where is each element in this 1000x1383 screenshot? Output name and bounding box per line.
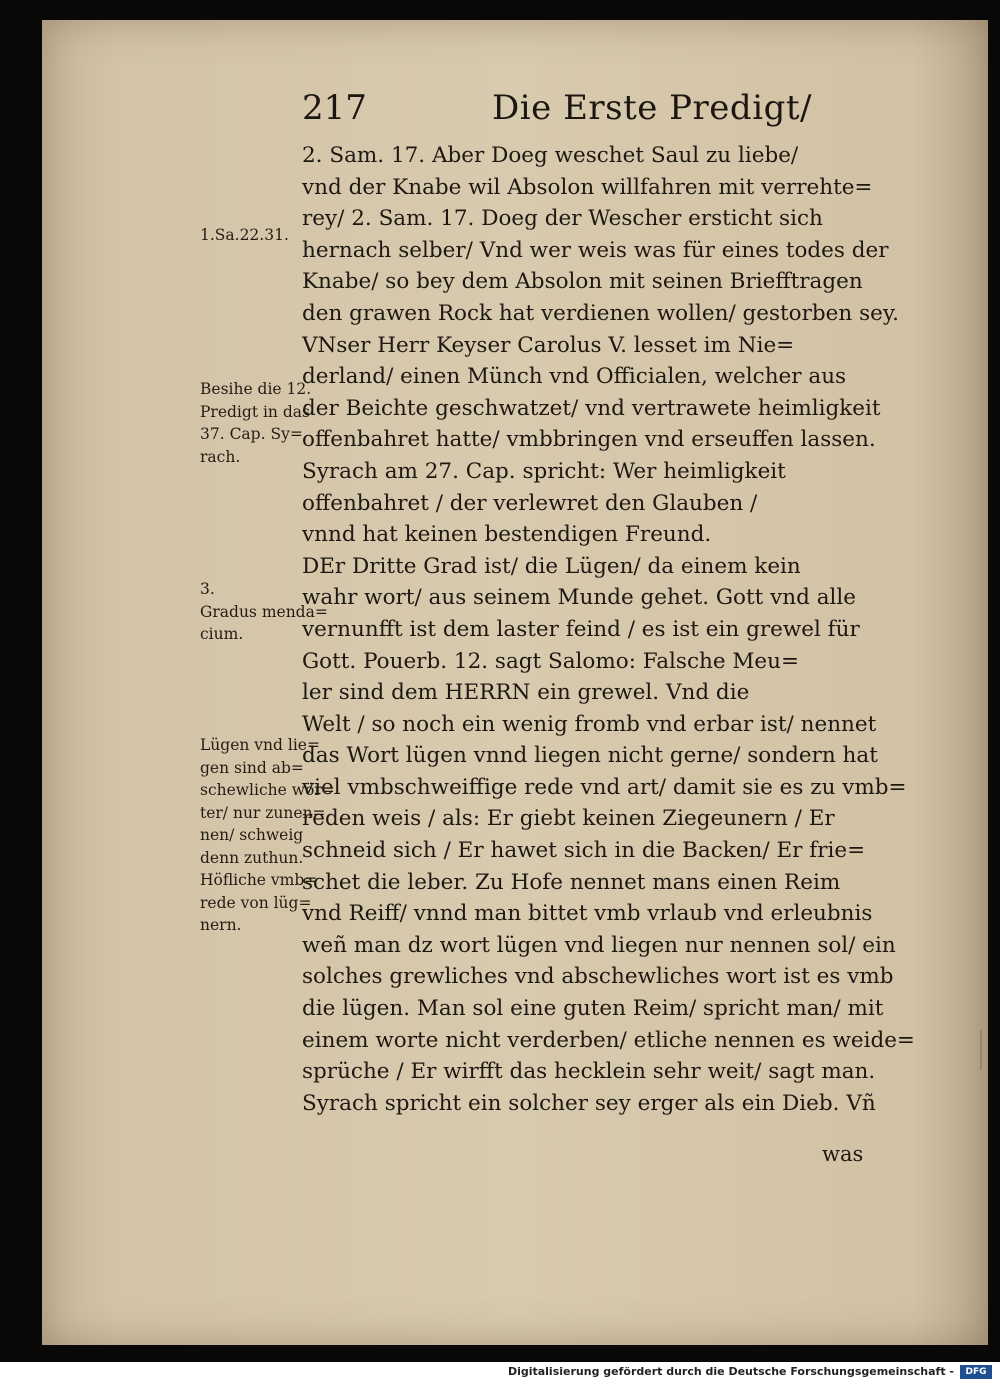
text-line: den grawen Rock hat verdienen wollen/ gestorben sey. xyxy=(302,300,899,326)
dfg-logo: DFG xyxy=(960,1365,992,1379)
page-edge-mark xyxy=(980,1030,982,1070)
margin-note-line: ter/ nur zunen= xyxy=(200,803,326,822)
margin-note-line: Predigt in das xyxy=(200,402,310,421)
text-line: vnd der Knabe wil Absolon willfahren mit verrehte= xyxy=(302,174,873,200)
text-line: der Beichte geschwatzet/ vnd vertrawete heimligkeit xyxy=(302,395,881,421)
text-line: Syrach spricht ein solcher sey erger als ein Dieb. Vñ xyxy=(302,1090,876,1116)
text-line: DEr Dritte Grad ist/ die Lügen/ da einem kein xyxy=(302,553,801,579)
text-line: offenbahret hatte/ vmbbringen vnd erseuffen lassen. xyxy=(302,427,876,453)
margin-note-line: Gradus menda= xyxy=(200,602,328,621)
margin-note-gradus xyxy=(200,578,328,646)
text-line: wahr wort/ aus seinem Munde gehet. Gott vnd alle xyxy=(302,585,856,611)
page-header xyxy=(302,82,952,132)
text-line: 2. Sam. 17. Aber Doeg weschet Saul zu liebe/ xyxy=(302,143,799,168)
margin-note-line: gen sind ab= xyxy=(200,758,304,777)
text-line: schet die leber. Zu Hofe nennet mans einen Reim xyxy=(302,869,841,895)
margin-note-line: nern. xyxy=(200,916,242,934)
margin-note-line: Lügen vnd lie= xyxy=(200,736,320,754)
margin-note-line: schewliche wör= xyxy=(200,781,335,799)
footer-bar xyxy=(0,1362,1000,1383)
text-line: vnnd hat keinen bestendigen Freund. xyxy=(302,522,712,548)
text-line: weñ man dz wort lügen vnd liegen nur nennen sol/ ein xyxy=(302,932,896,958)
margin-note-line: denn zuthun. xyxy=(200,848,304,867)
running-title: Die Erste Predigt/ xyxy=(492,88,812,128)
page-number: 217 xyxy=(302,88,367,128)
text-line: offenbahret / der verlewret den Glauben / xyxy=(302,490,758,516)
body-text xyxy=(302,140,952,1119)
text-line: Gott. Pouerb. 12. sagt Salomo: Falsche Meu= xyxy=(302,648,800,674)
margin-note-luegen xyxy=(200,734,335,937)
text-line: Welt / so noch ein wenig fromb vnd erbar ist/ nennet xyxy=(302,711,877,737)
text-line: vernunfft ist dem laster feind / es ist ein grewel für xyxy=(302,616,860,642)
text-line: die lügen. Man sol eine guten Reim/ spricht man/ mit xyxy=(302,996,884,1022)
margin-note-line: cium. xyxy=(200,625,244,643)
text-line: das Wort lügen vnnd liegen nicht gerne/ sondern hat xyxy=(302,743,878,769)
catchword: was xyxy=(822,1142,864,1166)
text-line: Knabe/ so bey dem Absolon mit seinen Briefftragen xyxy=(302,269,863,295)
margin-note-line: Besihe die 12. xyxy=(200,380,312,398)
text-line: ler sind dem HERRN ein grewel. Vnd die xyxy=(302,680,750,706)
margin-note-line: rach. xyxy=(200,447,241,466)
margin-note-line: 1.Sa.22.31. xyxy=(200,226,289,244)
footer-credit: Digitalisierung gefördert durch die Deutsche Forschungsgemeinschaft - xyxy=(507,1365,954,1378)
margin-note-besihe xyxy=(200,378,311,468)
text-line: sprüche / Er wirfft das hecklein sehr weit/ sagt man. xyxy=(302,1059,876,1085)
text-line: solches grewliches vnd abschewliches wort ist es vmb xyxy=(302,964,894,990)
text-line: derland/ einen Münch vnd Officialen, welcher aus xyxy=(302,364,847,390)
text-line: viel vmbschweiffige rede vnd art/ damit sie es zu vmb= xyxy=(302,774,907,800)
text-line: hernach selber/ Vnd wer weis was für eines todes der xyxy=(302,237,889,263)
text-line: reden weis / als: Er giebt keinen Ziegeunern / Er xyxy=(302,806,835,832)
margin-note-line: nen/ schweig xyxy=(200,826,304,844)
margin-note-samuel xyxy=(200,224,289,247)
text-line: Syrach am 27. Cap. spricht: Wer heimligkeit xyxy=(302,458,786,484)
text-line: VNser Herr Keyser Carolus V. lesset im Nie= xyxy=(302,332,795,358)
margin-note-line: Höfliche vmb= xyxy=(200,871,318,889)
text-line: rey/ 2. Sam. 17. Doeg der Wescher ersticht sich xyxy=(302,206,823,232)
text-line: einem worte nicht verderben/ etliche nennen es weide= xyxy=(302,1027,915,1053)
text-line: vnd Reiff/ vnnd man bittet vmb vrlaub vnd erleubnis xyxy=(302,901,873,927)
margin-note-line: rede von lüg= xyxy=(200,893,312,912)
text-line: schneid sich / Er hawet sich in die Backen/ Er frie= xyxy=(302,838,866,864)
margin-note-line: 37. Cap. Sy= xyxy=(200,425,303,443)
margin-note-line: 3. xyxy=(200,580,215,598)
